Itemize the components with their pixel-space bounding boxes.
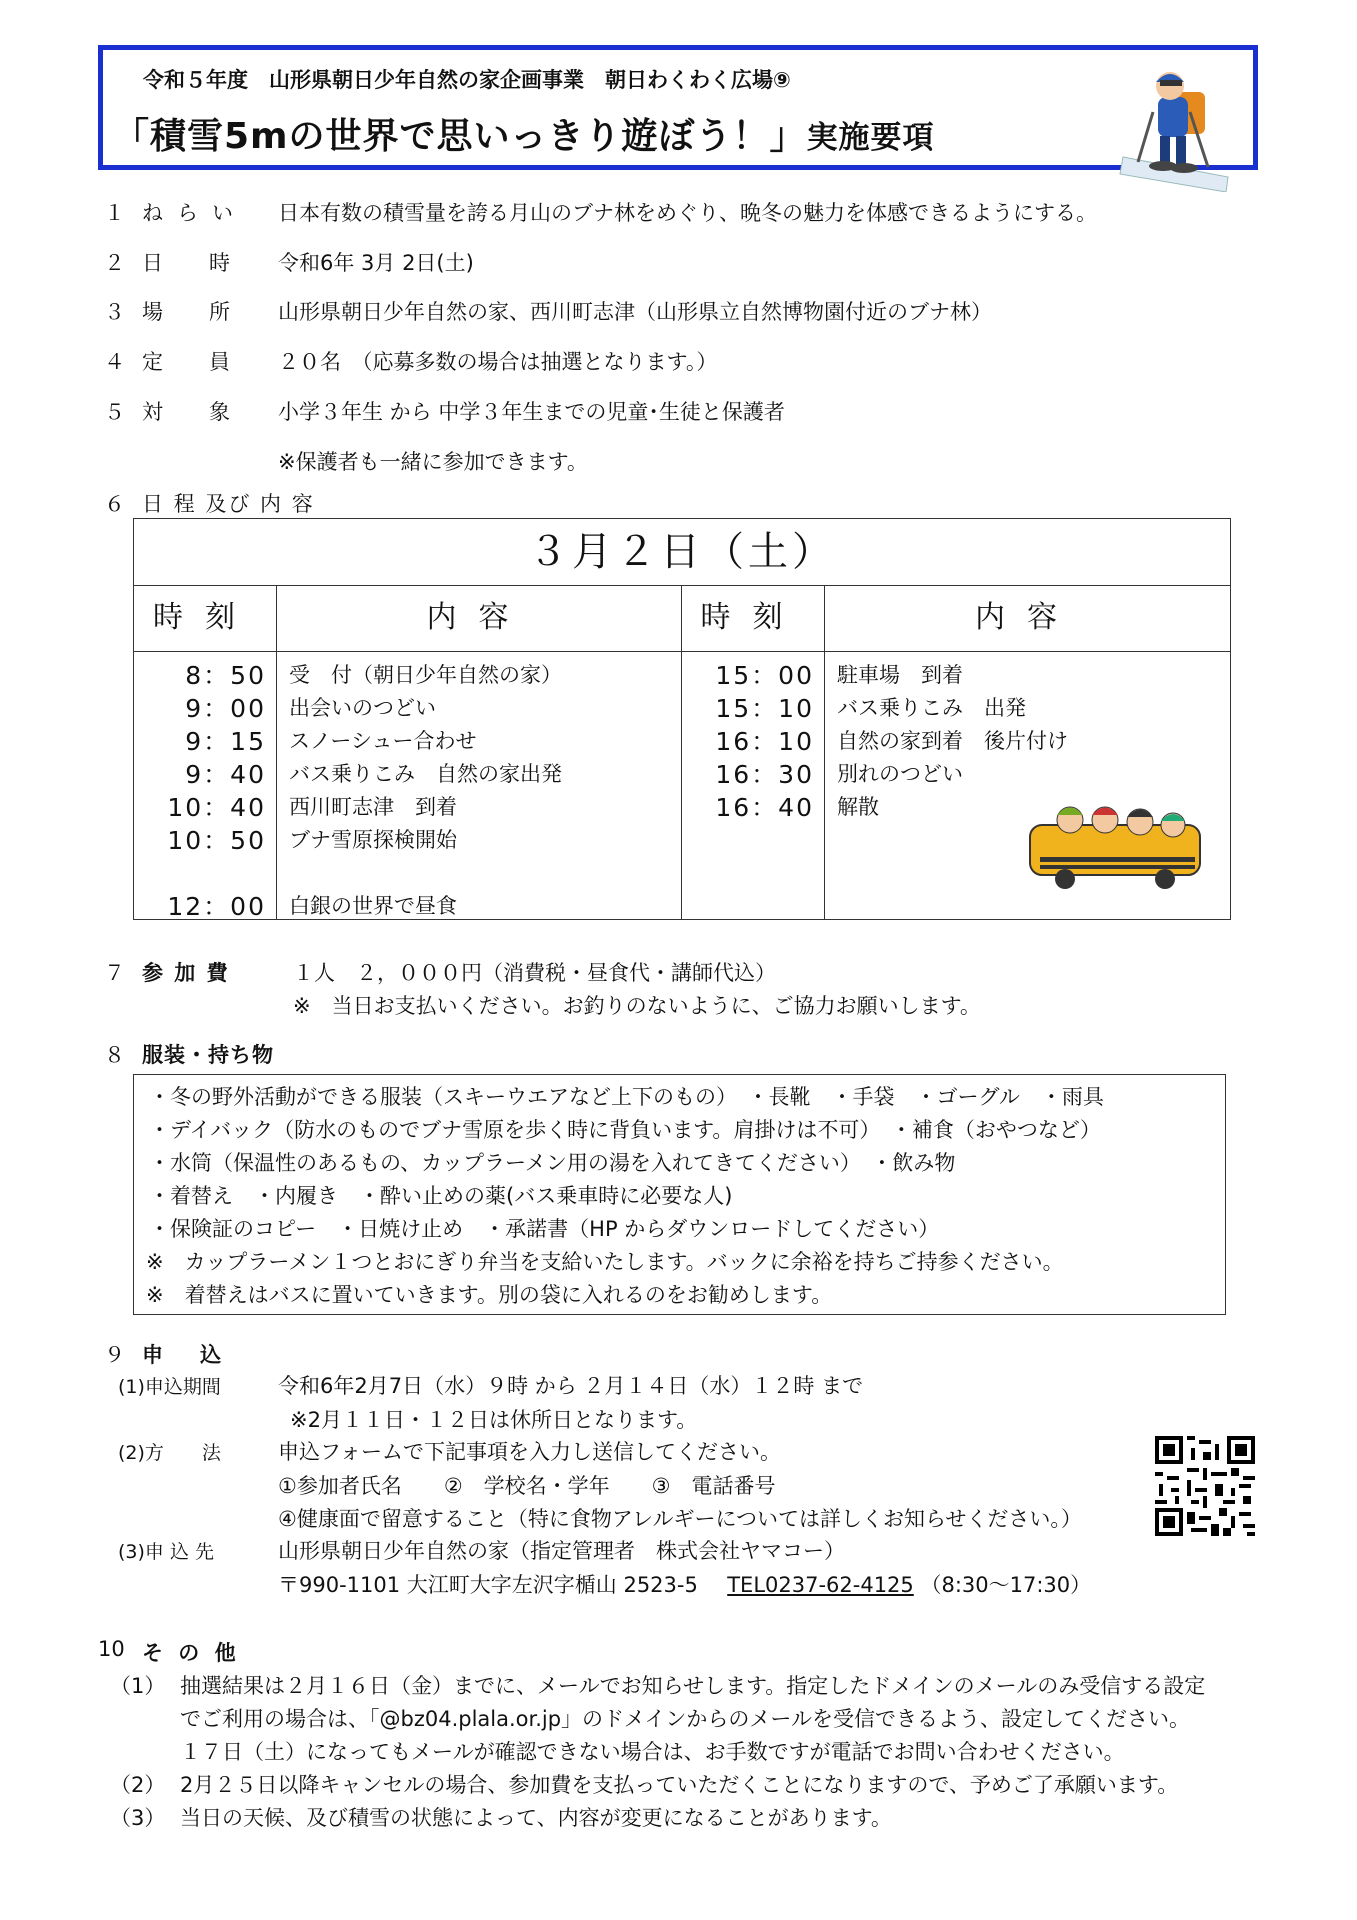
belongings-line: ・保険証のコピー ・日焼け止め ・承諾書（HP からダウンロードしてください） [149, 1217, 940, 1241]
item-number: ７ [104, 961, 125, 985]
address-line [278, 1569, 1091, 1599]
title-suffix: 実施要項 [806, 120, 935, 156]
item-number: ８ [104, 1043, 125, 1067]
schedule-time: 9：15 [185, 727, 266, 756]
item-label: 申 込 [142, 1343, 229, 1367]
belongings-line: ※ 着替えはバスに置いていきます。別の袋に入れるのをお勧めします。 [146, 1283, 833, 1307]
schedule-time: 16：40 [715, 793, 814, 822]
schedule-time: 16：30 [715, 760, 814, 789]
header-subtitle: 令和５年度 山形県朝日少年自然の家企画事業 朝日わくわく広場⑨ [143, 68, 791, 92]
note-mark: （2） [110, 1773, 166, 1797]
col-time-right: 時刻 [681, 585, 824, 652]
destination-label: (3)申 込 先 [118, 1541, 214, 1563]
col-content-right: 内容 [824, 585, 1230, 652]
item-label: そ の 他 [142, 1641, 240, 1665]
schedule-activity: 別れのつどい [837, 762, 963, 786]
period-note: ※2月１１日・１２日は休所日となります。 [290, 1408, 698, 1432]
method-items: ①参加者氏名 ② 学校名・学年 ③ 電話番号 [278, 1474, 776, 1498]
item-value: 令和6年 3月 2日(土) [278, 251, 474, 275]
note-line: １７日（土）になってもメールが確認できない場合は、お手数ですが電話でお問い合わせください。 [180, 1740, 1125, 1764]
schedule-activity: ブナ雪原探検開始 [289, 828, 457, 852]
qr-code[interactable] [1155, 1436, 1255, 1536]
item-label: 日 程 及び 内 容 [142, 492, 315, 516]
schedule-time: 10：40 [167, 793, 266, 822]
item-value: 日本有数の積雪量を誇る月山のブナ林をめぐり、晩冬の魅力を体感できるようにする。 [278, 201, 1097, 225]
method-label: (2)方 法 [118, 1442, 221, 1464]
title-main: 「積雪5mの世界で思いっきり遊ぼう！」 [113, 116, 807, 157]
divider [276, 585, 277, 919]
belongings-line: ・冬の野外活動ができる服装（スキーウエアなど上下のもの） ・長靴 ・手袋 ・ゴーグル ・雨具 [149, 1085, 1104, 1109]
schedule-activity: 解散 [837, 795, 879, 819]
schedule-activity: 西川町志津 到着 [289, 795, 457, 819]
item-number: ６ [104, 492, 125, 516]
method-value: 申込フォームで下記事項を入力し送信してください。 [278, 1440, 781, 1464]
method-health: ④健康面で留意すること（特に食物アレルギーについては詳しくお知らせください。） [278, 1507, 1082, 1531]
schedule-time: 9：00 [185, 694, 266, 723]
header-box [98, 45, 1258, 170]
belongings-line: ・デイバック（防水のものでブナ雪原を歩く時に背負います。肩掛けは不可） ・補食（おやつなど） [149, 1118, 1101, 1142]
schedule-date: ３月２日（土） [134, 519, 1230, 586]
note-mark: （1） [110, 1674, 166, 1698]
divider [824, 585, 825, 919]
address: 〒990-1101 大江町大字左沢字楯山 2523-5 [278, 1573, 698, 1597]
note-line: 2月２５日以降キャンセルの場合、参加費を支払っていただくことになりますので、予めご了承願います。 [180, 1773, 1179, 1797]
schedule-time: 15：10 [715, 694, 814, 723]
item-number: 10 [98, 1637, 125, 1661]
item-number: ５ [104, 400, 125, 424]
note-mark: （3） [110, 1806, 166, 1830]
schedule-activity: 駐車場 到着 [837, 663, 963, 687]
belongings-line: ※ カップラーメン１つとおにぎり弁当を支給いたします。バックに余裕を持ちご持参ください。 [146, 1250, 1064, 1274]
item-label: 服装・持ち物 [142, 1043, 274, 1067]
schedule-activity: 受 付（朝日少年自然の家） [289, 663, 562, 687]
schedule-activity: 出会いのつどい [289, 696, 436, 720]
schedule-time: 9：40 [185, 760, 266, 789]
office-hours: （8:30〜17:30） [920, 1573, 1092, 1597]
item-label: 場所 [142, 300, 276, 324]
item-number: ４ [104, 350, 125, 374]
item-label: 定員 [142, 350, 276, 374]
item-number: ９ [104, 1343, 125, 1367]
schedule-time: 12：00 [167, 892, 266, 921]
item-number: １ [104, 201, 125, 225]
item-label: 参 加 費 [142, 961, 230, 985]
period-label: (1)申込期間 [118, 1376, 221, 1398]
item-label: ねらい [142, 201, 247, 225]
schedule-activity: スノーシュー合わせ [289, 729, 477, 753]
col-time-left: 時刻 [134, 585, 276, 652]
note-line: 抽選結果は２月１６日（金）までに、メールでお知らせします。指定したドメインのメールのみ受信する設定 [180, 1674, 1206, 1698]
note-line: 当日の天候、及び積雪の状態によって、内容が変更になることがあります。 [180, 1806, 892, 1830]
school-bus-children-illustration [1025, 795, 1205, 890]
fee-note: ※ 当日お支払いください。お釣りのないように、ご協力お願いします。 [293, 994, 981, 1018]
page-title [113, 108, 935, 159]
item-target-note: ※保護者も一緒に参加できます。 [278, 450, 588, 474]
schedule-activity: 自然の家到着 後片付け [837, 729, 1068, 753]
schedule-time: 16：10 [715, 727, 814, 756]
item-value: ２０名 （応募多数の場合は抽選となります。） [278, 350, 718, 374]
belongings-line: ・水筒（保温性のあるもの、カップラーメン用の湯を入れてきてください） ・飲み物 [149, 1151, 956, 1175]
schedule-time: 8：50 [185, 661, 266, 690]
item-number: ３ [104, 300, 125, 324]
period-value: 令和6年2月7日（水）９時 から ２月１４日（水）１２時 まで [278, 1374, 864, 1398]
schedule-time: 10：50 [167, 826, 266, 855]
col-content-left: 内容 [276, 585, 681, 652]
snowshoe-hiker-illustration [1118, 62, 1233, 192]
belongings-line: ・着替え ・内履き ・酔い止めの薬(バス乗車時に必要な人) [149, 1184, 733, 1208]
schedule-time: 15：00 [715, 661, 814, 690]
item-number: ２ [104, 251, 125, 275]
schedule-activity: バス乗りこみ 出発 [837, 696, 1026, 720]
destination-value: 山形県朝日少年自然の家（指定管理者 株式会社ヤマコー） [278, 1539, 845, 1563]
note-line: でご利用の場合は、「@bz04.plala.or.jp」のドメインからのメールを受信できるよう、設定してください。 [180, 1707, 1191, 1731]
item-label: 対象 [142, 400, 276, 424]
tel-link[interactable]: TEL0237-62-4125 [727, 1573, 914, 1597]
item-label: 日時 [142, 251, 276, 275]
schedule-activity: 白銀の世界で昼食 [289, 894, 457, 918]
item-value: 小学３年生 から 中学３年生までの児童･生徒と保護者 [278, 400, 785, 424]
item-value: 山形県朝日少年自然の家、西川町志津（山形県立自然博物園付近のブナ林） [278, 300, 992, 324]
belongings-box [133, 1074, 1226, 1315]
schedule-activity: バス乗りこみ 自然の家出発 [289, 762, 562, 786]
item-value: １人 ２，０００円（消費税・昼食代・講師代込） [293, 961, 776, 985]
